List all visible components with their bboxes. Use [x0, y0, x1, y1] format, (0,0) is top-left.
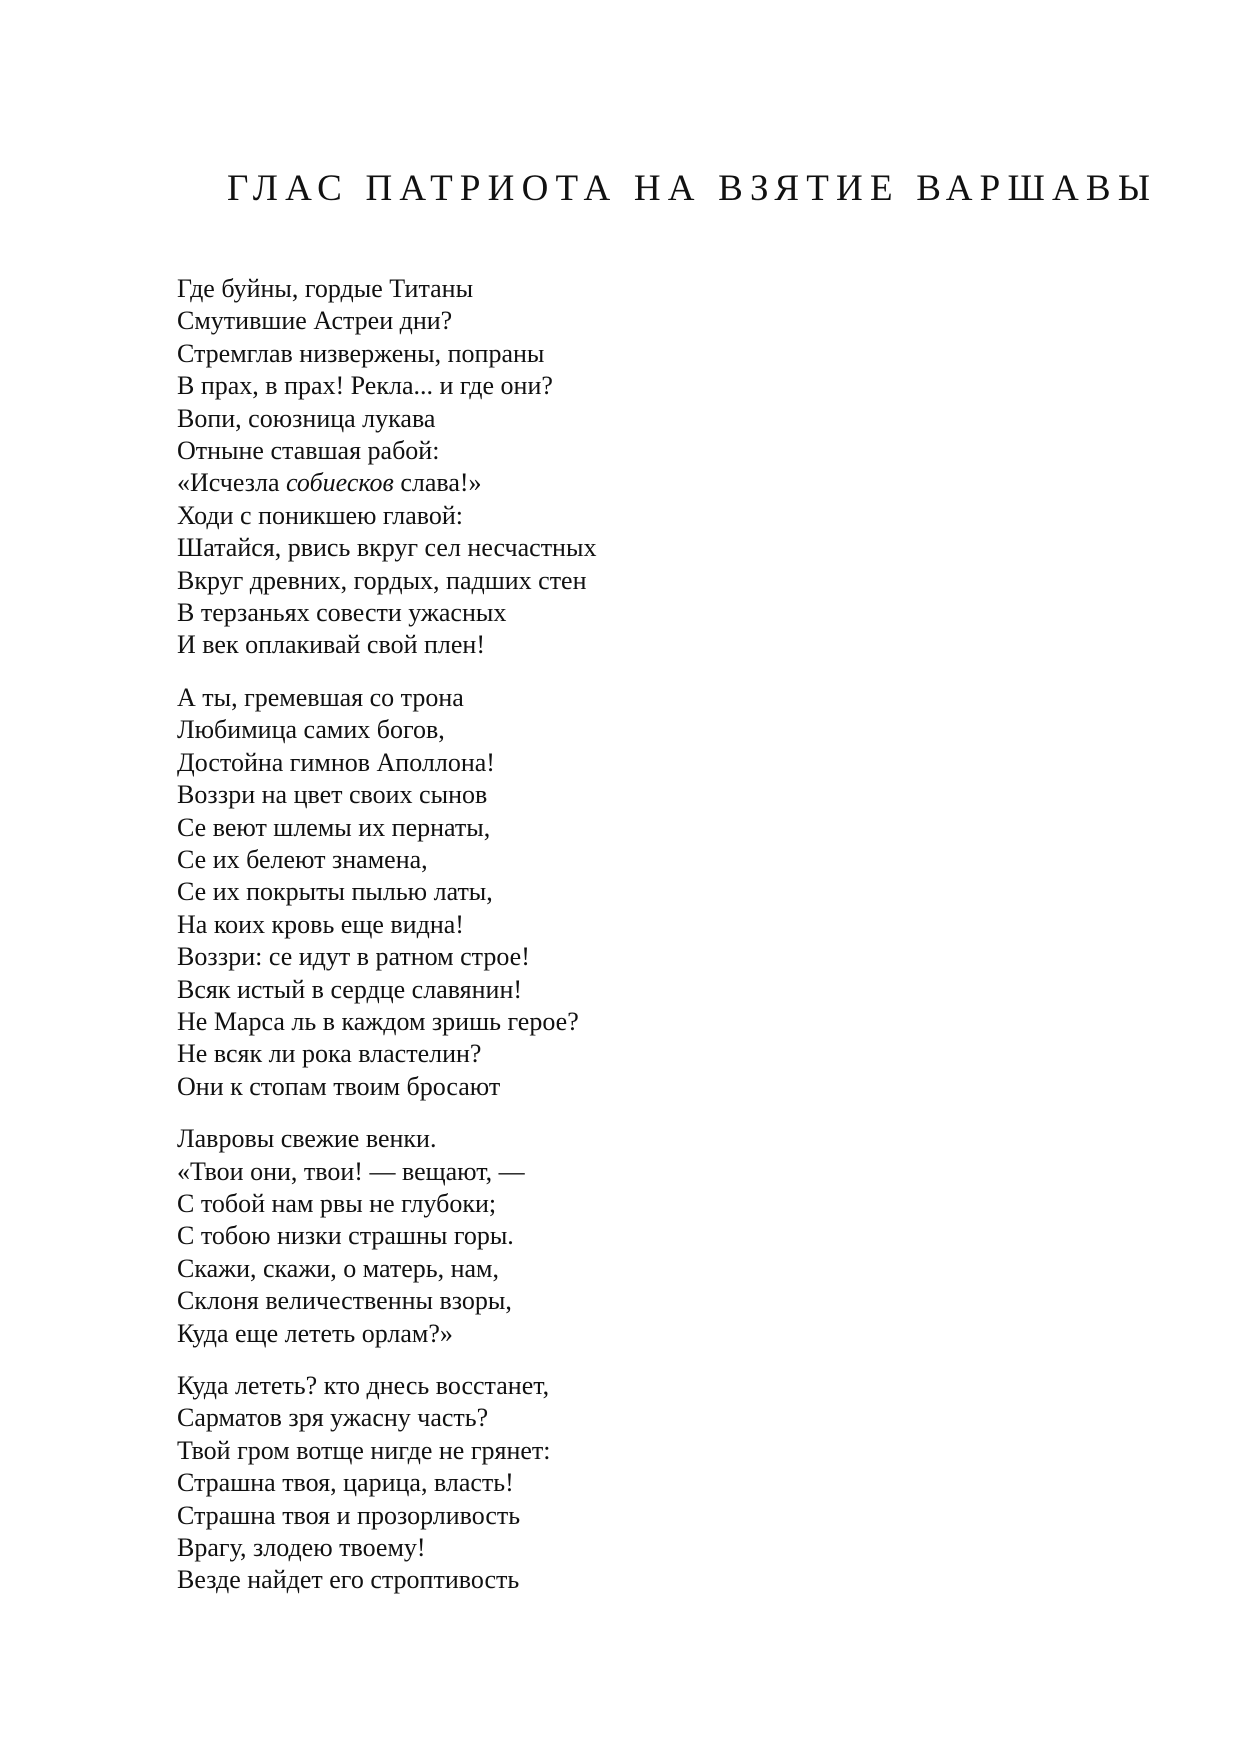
- poem-line: Се их белеют знамена,: [177, 844, 428, 874]
- poem-line: «Твои они, твои! — вещают, —: [177, 1156, 525, 1186]
- poem-line: Отныне ставшая рабой:: [177, 436, 440, 466]
- poem-line: Лавровы свежие венки.: [177, 1124, 437, 1154]
- poem-line: Не всяк ли рока властелин?: [177, 1039, 482, 1069]
- poem-line: Любимица самих богов,: [177, 715, 445, 745]
- poem-line: Вкруг древних, гордых, падших стен: [177, 565, 587, 595]
- poem-line: И век оплакивай свой плен!: [177, 630, 485, 660]
- poem-line: С тобою низки страшны горы.: [177, 1221, 514, 1251]
- stanza: [177, 1123, 1077, 1350]
- poem-line: А ты, гремевшая со трона: [177, 682, 464, 712]
- poem-line: Стремглав низвержены, попраны: [177, 338, 545, 368]
- page-title: ГЛАС ПАТРИОТА НА ВЗЯТИЕ ВАРШАВЫ: [227, 168, 1158, 209]
- poem-line: [177, 467, 1077, 499]
- poem-line-italic: собиесков: [286, 468, 394, 498]
- poem-line: В прах, в прах! Рекла... и где они?: [177, 371, 553, 401]
- poem-line: Страшна твоя и прозорливость: [177, 1500, 521, 1530]
- poem-line: Куда лететь? кто днесь восстанет,: [177, 1371, 550, 1400]
- stanza: [177, 1370, 1077, 1597]
- poem-line: Твой гром вотще нигде не грянет:: [177, 1435, 551, 1465]
- poem-line: Склоня величественны взоры,: [177, 1286, 512, 1316]
- poem-line: Страшна твоя, царица, власть!: [177, 1468, 514, 1498]
- poem-line-text: слава!»: [393, 468, 482, 498]
- poem-line: Врагу, злодею твоему!: [177, 1533, 426, 1563]
- poem-line: Смутившие Астреи дни?: [177, 306, 453, 336]
- poem-line-text: «Исчезла: [177, 468, 287, 498]
- poem-line: Вопи, союзница лукава: [177, 403, 436, 433]
- poem-line: В терзаньях совести ужасных: [177, 598, 507, 628]
- poem-line: Шатайся, рвись вкруг сел несчастных: [177, 533, 597, 563]
- stanza: [177, 682, 1077, 1103]
- poem-line: Достойна гимнов Аполлона!: [177, 747, 495, 777]
- poem-line: С тобой нам рвы не глубоки;: [177, 1188, 497, 1218]
- poem-line: Воззри: се идут в ратном строе!: [177, 942, 530, 972]
- poem-line: Не Марса ль в каждом зришь герое?: [177, 1006, 579, 1036]
- poem-body: [177, 273, 1077, 1617]
- stanza: [177, 273, 1077, 662]
- poem-line: Се веют шлемы их пернаты,: [177, 812, 491, 842]
- poem-line: Всяк истый в сердце славянин!: [177, 974, 523, 1004]
- poem-line: Се их покрыты пылью латы,: [177, 877, 493, 907]
- poem-line: Везде найдет его строптивость: [177, 1565, 520, 1595]
- poem-line: Ходи с поникшею главой:: [177, 500, 464, 530]
- poem-line: Сарматов зря ужасну часть?: [177, 1403, 489, 1433]
- poem-line: Они к стопам твоим бросают: [177, 1071, 501, 1101]
- poem-line: На коих кровь еще видна!: [177, 909, 464, 939]
- poem-line: Воззри на цвет своих сынов: [177, 780, 488, 810]
- poem-line: Куда еще лететь орлам?»: [177, 1318, 453, 1348]
- poem-line: Где буйны, гордые Титаны: [177, 274, 474, 303]
- poem-line: Скажи, скажи, о матерь, нам,: [177, 1253, 500, 1283]
